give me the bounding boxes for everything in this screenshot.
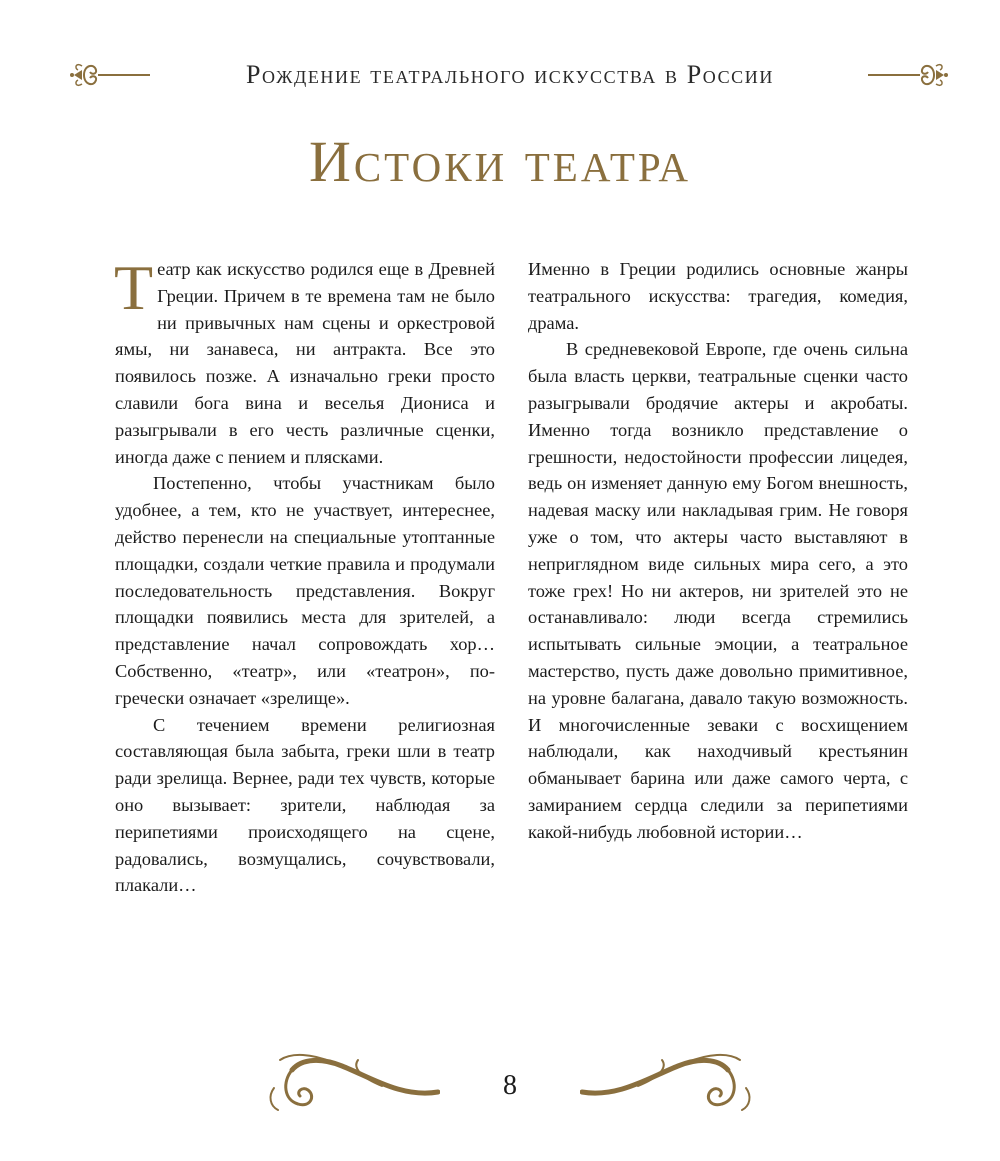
paragraph: В средневековой Европе, где очень сильна была власть церкви, театральные сценки часто разыгрывали бродячие актеры и акробаты. Именно тогда возникло представление о грешности, недостойности профессии лицедея, ведь он изменяет данную ему Богом внешность, надевая маску или накладывая грим. Не говоря уже о том, что актеры часто выставляют в неприглядном виде сильных мира сего, а это тоже грех! Но ни актеров, ни зрителей это не останавливало: люди всегда стремились испытывать сильные эмоции, а театральное мастерство, пусть даже довольно примитивное, на уровне балагана, давало такую возможность. И многочисленные зеваки с восхищением наблюдали, как находчивый крестьянин обманывает барина или даже самого черта, с замиранием сердца следили за перипетиями какой-нибудь любовной истории… (528, 339, 908, 842)
page-number: 8 (503, 1070, 517, 1101)
running-title: Рождение театрального искусства в России (246, 60, 774, 89)
text-column-left (114, 252, 495, 899)
drop-cap: Т (114, 252, 154, 323)
paragraph: Постепенно, чтобы участникам было удобнее, а тем, кто не участвует, интереснее, действо перенесли на специальные утоптанные площадки, создали четкие правила и продумали последовательность представления. Вокруг площадки появились места для зрителей, а представление начал сопровождать хор… Собственно, «театр», или «театрон», по-гречески означает «зрелище». (115, 473, 495, 708)
scroll-flourish-icon (580, 1048, 758, 1118)
paragraph-text: еатр как искусство родился еще в Древней Греции. Причем в те времена там не было ни привычных нам сцены и оркестровой ямы, ни занавеса, ни антракта. Все это появилось позже. А изначально греки просто славили бога вина и веселья Диониса и разыгрывали в его честь различные сценки, иногда даже с пением и плясками. (115, 259, 495, 467)
text-column-right (528, 256, 908, 846)
paragraph (114, 252, 495, 470)
running-header (0, 50, 1000, 102)
fleuron-ornament-icon (70, 58, 152, 92)
page-title: Истоки театра (308, 129, 692, 194)
paragraph: С течением времени религиозная составляющая была забыта, греки шли в театр ради зрелища. Вернее, ради тех чувств, которые оно вызывает: зрители, наблюдая за перипетиями происходящего на сцене, радовались, возмущались, сочувствовали, плакали… (115, 714, 495, 896)
scroll-flourish-icon (262, 1048, 440, 1118)
paragraph: Именно в Греции родились основные жанры театрального искусства: трагедия, комедия, драма. (528, 259, 908, 333)
fleuron-ornament-icon (866, 58, 948, 92)
